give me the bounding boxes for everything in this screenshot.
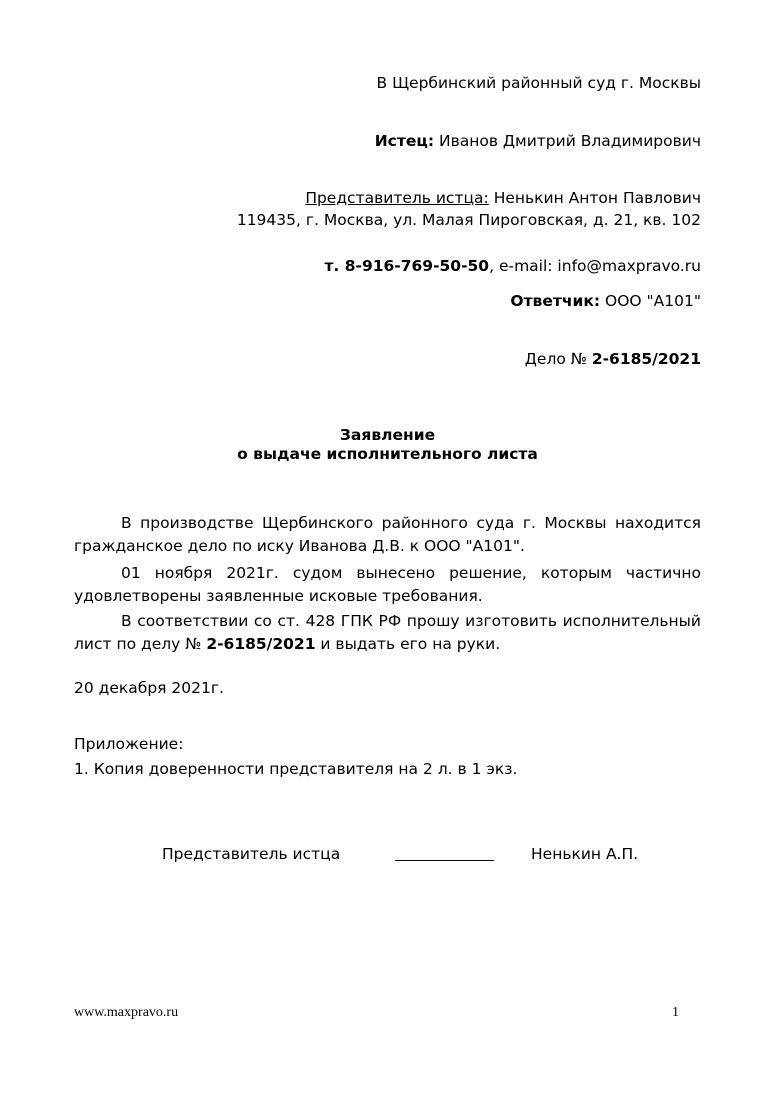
signature-line [395, 860, 494, 861]
plaintiff-line [375, 132, 701, 150]
email-address: , e-mail: info@maxpravo.ru [489, 257, 701, 275]
defendant-name: ООО "А101" [605, 292, 701, 310]
paragraph-2: 01 ноября 2021г. судом вынесено решение, которым частично удовлетворены заявленные исковые требования. [74, 564, 701, 605]
document-date: 20 декабря 2021г. [74, 679, 224, 697]
representative-name: Ненькин Антон Павлович [493, 189, 701, 207]
signature-role: Представитель истца [162, 845, 341, 863]
defendant-label: Ответчик: [510, 292, 601, 310]
page-number: 1 [672, 1005, 679, 1020]
case-number-line [525, 350, 701, 368]
attachment-item: 1. Копия доверенности представителя на 2 л. в 1 экз. [74, 760, 518, 778]
footer-website: www.maxpravo.ru [74, 1005, 179, 1020]
document-title: Заявление [339, 426, 436, 444]
paragraph-3-ending: и выдать его на руки. [315, 635, 501, 653]
plaintiff-label: Истец: [374, 132, 435, 150]
paragraph-3-case-number: 2-6185/2021 [206, 635, 316, 653]
representative-line [305, 189, 701, 207]
defendant-line [510, 292, 701, 310]
paragraph-1: В производстве Щербинского районного суда г. Москвы находится гражданское дело по иску Иванова Д.В. к ООО "А101". [74, 514, 701, 555]
representative-address: 119435, г. Москва, ул. Малая Пироговская, д. 21, кв. 102 [236, 211, 701, 229]
paragraph-3-text: В соответствии со ст. 428 ГПК РФ прошу изготовить исполнительный лист по делу № [74, 612, 701, 653]
representative-label: Представитель истца: [305, 189, 489, 207]
attachments-label: Приложение: [74, 735, 184, 753]
contacts-line [324, 257, 701, 275]
signature-name: Ненькин А.П. [531, 845, 639, 863]
document-subtitle: о выдаче исполнительного листа [237, 445, 538, 463]
phone-number: т. 8-916-769-50-50 [324, 257, 490, 275]
case-label: Дело № [524, 350, 587, 368]
case-number: 2-6185/2021 [591, 350, 701, 368]
plaintiff-name: Иванов Дмитрий Владимирович [438, 132, 701, 150]
court-addressee: В Щербинский районный суд г. Москвы [376, 74, 701, 92]
paragraph-3 [74, 610, 701, 656]
